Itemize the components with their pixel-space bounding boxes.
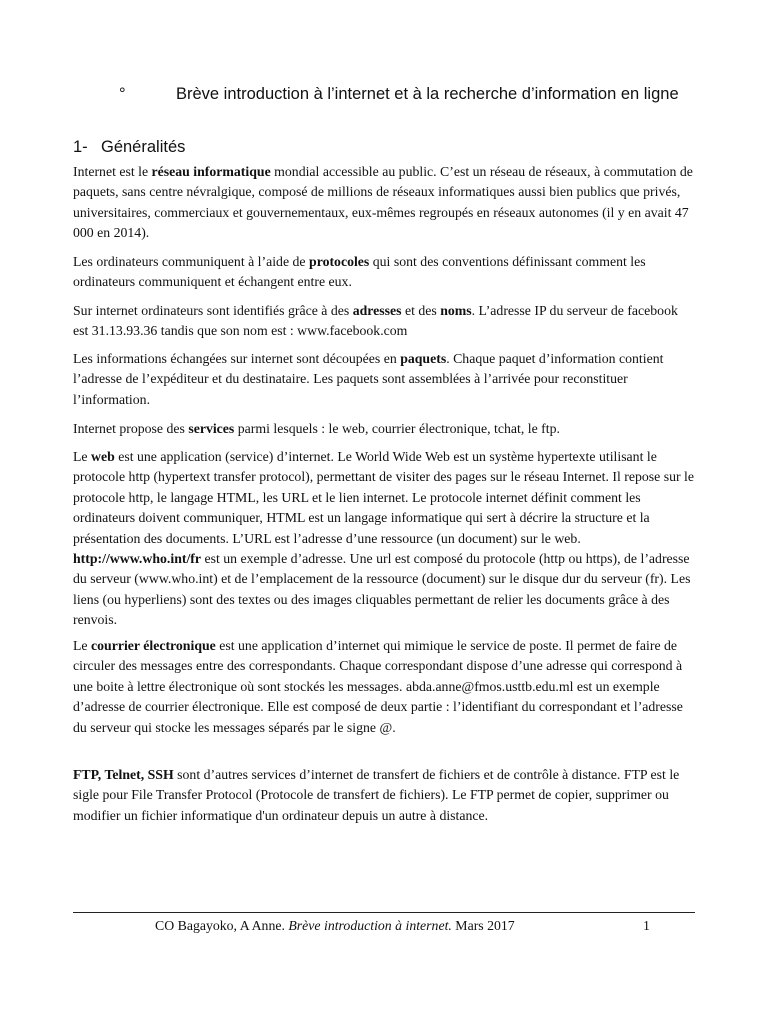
- paragraph-ftp: [73, 765, 695, 826]
- bold-term: réseau informatique: [151, 164, 271, 179]
- bold-term: FTP, Telnet, SSH: [73, 767, 174, 782]
- footer-divider: [73, 912, 695, 913]
- example-url: http://www.who.int/fr: [73, 551, 202, 567]
- footer-date: Mars 2017: [451, 918, 515, 933]
- paragraph-text: Sur internet ordinateurs sont identifiés grâce à des: [73, 303, 353, 318]
- paragraph-text: est un exemple d’adresse. Une url est composé du protocole (http ou https), de l’adresse du serveur (www.who.int) et de l’emplacement de la ressource (document) sur le disque dur du serveur (fr). Les liens (ou hyperliens) sont des textes ou des images cliquables permettant de relier les documents grâce à des renvois.: [73, 551, 691, 628]
- bold-term: paquets: [400, 351, 447, 366]
- paragraph-text: . L’adresse IP du serveur de facebook est 31.13.93.36 tandis que son nom est : www.facebook.com: [73, 303, 678, 339]
- paragraph-text: Internet propose des: [73, 421, 189, 436]
- document-title: [73, 84, 695, 105]
- paragraph-text: est une application d’internet qui mimique le service de poste. Il permet de faire de circuler des messages entre des correspondants. Chaque correspondant dispose d’une adresse qui correspond à une boite à lettre électronique où sont stockés les messages. abda.anne@fmos.usttb.edu.ml est un exemple d’adresse de courrier électronique. Elle est composé de deux partie : l’identifiant du correspondant et l’adresse du serveur qui stocke les messages séparés par le signe @.: [73, 638, 683, 735]
- footer-citation: [155, 917, 515, 935]
- paragraph-text: qui sont des conventions définissant comment les ordinateurs communiquent et échangent entre eux.: [73, 254, 646, 290]
- paragraph-text: Internet est le: [73, 164, 152, 179]
- paragraph-text: Les ordinateurs communiquent à l’aide de: [73, 254, 310, 269]
- paragraph-text: parmi lesquels : le web, courrier électronique, tchat, le ftp.: [234, 421, 560, 436]
- paragraph-email: [73, 636, 695, 738]
- paragraph-text: Les informations échangées sur internet sont découpées en: [73, 351, 401, 366]
- bold-term: protocoles: [309, 254, 370, 269]
- page-number: 1: [643, 918, 650, 933]
- section-heading: [73, 137, 185, 157]
- bold-term: adresses: [352, 303, 402, 318]
- paragraph-text: . Chaque paquet d’information contient l’adresse de l’expéditeur et du destinataire. Les paquets sont assemblées à l’arrivée pour reconstituer l’information.: [73, 351, 664, 407]
- bold-term: web: [91, 449, 115, 464]
- paragraph-text: est une application (service) d’internet. Le World Wide Web est un système hypertexte utilisant le protocole http (hypertext transfer protocol), permettant de visiter des pages sur le réseau Internet. Il repose sur le protocole http, le langage HTML, les URL et le lien internet. Le protocole internet définit comment les ordinateurs doivent communiquer, HTML est un langage informatique qui sert à décrire la structure et la présentation des documents. L’URL est l’adresse d’une ressource (un document) sur le web.: [73, 449, 695, 546]
- paragraph-text: sont d’autres services d’internet de transfert de fichiers et de contrôle à distance. FTP est le sigle pour File Transfer Protocol (Protocole de transfert de fichiers). Le FTP permet de copier, supprimer ou modifier un fichier informatique d'un ordinateur depuis un autre à distance.: [73, 767, 680, 823]
- paragraph-addresses: [73, 301, 695, 342]
- section-title: Généralités: [101, 138, 186, 156]
- paragraph-text: Le: [73, 638, 92, 653]
- footer-document-title: Brève introduction à internet.: [288, 918, 452, 933]
- paragraph-text: et des: [401, 303, 441, 318]
- bold-term: services: [188, 421, 235, 436]
- section-number: 1-: [73, 138, 88, 156]
- paragraph-protocols: [73, 252, 695, 293]
- paragraph-services: [73, 419, 695, 439]
- bold-term: courrier électronique: [91, 638, 216, 653]
- footer-authors: CO Bagayoko, A Anne.: [155, 918, 289, 933]
- title-bullet: °: [119, 85, 126, 103]
- paragraph-internet-definition: [73, 162, 695, 244]
- paragraph-text: Le: [73, 449, 92, 464]
- bold-term: noms: [440, 303, 472, 318]
- title-text: Brève introduction à l’internet et à la recherche d’information en ligne: [176, 85, 679, 103]
- paragraph-text: mondial accessible au public. C’est un réseau de réseaux, à commutation de paquets, sans centre névralgique, composé de millions de réseaux informatiques aussi bien publics que privés, universitaires, commerciaux et gouvernementaux, eux-mêmes regroupés en réseaux autonomes (il y en avait 47 000 en 2014).: [73, 164, 693, 241]
- paragraph-packets: [73, 349, 695, 410]
- paragraph-web: [73, 447, 695, 631]
